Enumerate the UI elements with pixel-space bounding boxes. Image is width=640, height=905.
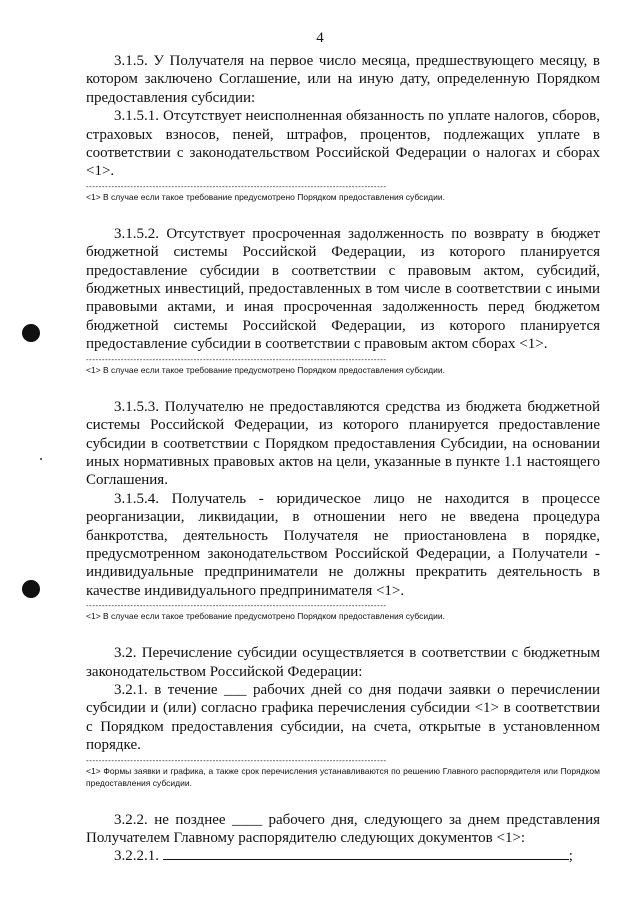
footnote-4: <1> Формы заявки и графика, а также срок перечисления устанавливаются по решению Главного распорядителя или Порядком предоставления субсидии.: [86, 765, 600, 788]
footnote-3: <1> В случае если такое требование предусмотрено Порядком предоставления субсидии.: [86, 611, 445, 622]
document-body: [86, 52, 600, 866]
clause-3-1-5: 3.1.5. У Получателя на первое число месяца, предшествующего месяцу, в котором заключено Соглашение, или на иную дату, определенную Порядком предоставления субсидии:: [86, 53, 600, 106]
scan-speck: [40, 458, 42, 460]
clause-3-1-5-3: 3.1.5.3. Получателю не предоставляются средства из бюджета бюджетной системы Российской Федерации, из которого планируется предоставление субсидии в соответствии с Порядком предоставления Субсидии, на основании иных нормативных правовых актов на цели, указанные в пункте 1.1 настоящего Соглашения.: [86, 398, 600, 489]
page-number: 4: [316, 30, 324, 46]
fill-in-blank-line: [163, 847, 569, 860]
clause-3-1-5-4: 3.1.5.4. Получатель - юридическое лицо не находится в процессе реорганизации, ликвидации, в отношении него не введена процедура банкротства, деятельность Получателя не приостановлена в порядке, предусмотренном законодательством Российской Федерации, а Получатели - индивидуальные предприниматели не должны прекратить деятельность в качестве индивидуального предпринимателя <1>.: [86, 490, 600, 599]
clause-3-2-2: 3.2.2. не позднее ____ рабочего дня, следующего за днем представления Получателем Главному распорядителю следующих документов <1>:: [86, 811, 600, 846]
footnote-separator: -----------------------------------------------------------------------------------------------: [86, 601, 387, 611]
clause-3-1-5-2: 3.1.5.2. Отсутствует просроченная задолженность по возврату в бюджет бюджетной системы Российской Федерации, из которого планируется предоставление субсидии в соответствии с правовым актом, субсидий, бюджетных инвестиций, предоставленных в том числе в соответствии с иными правовыми актами, и иная просроченная задолженность перед бюджетом бюджетной системы Российской Федерации, из которого планируется предоставление субсидии в соответствии с правовым актом сборах <1>.: [86, 225, 600, 353]
footnote-separator: -----------------------------------------------------------------------------------------------: [86, 755, 387, 765]
clause-3-2-1: 3.2.1. в течение ___ рабочих дней со дня подачи заявки о перечислении субсидии и (или) согласно графика перечисления субсидии <1> в соответствии с Порядком предоставления субсидии, на счета, открытые в установленном порядке.: [86, 681, 600, 754]
clause-3-2: 3.2. Перечисление субсидии осуществляется в соответствии с бюджетным законодательством Российской Федерации:: [86, 645, 600, 680]
punch-hole-upper: [22, 324, 40, 342]
clause-3-1-5-1: 3.1.5.1. Отсутствует неисполненная обязанность по уплате налогов, сборов, страховых взносов, пеней, штрафов, процентов, подлежащих уплате в соответствии с законодательством Российской Федерации о налогах и сборах <1>.: [86, 108, 600, 180]
clause-end-mark: ;: [568, 848, 573, 865]
punch-hole-lower: [22, 580, 40, 598]
clause-3-2-2-1: [86, 847, 600, 865]
footnote-1: <1> В случае если такое требование предусмотрено Порядком предоставления субсидии.: [86, 191, 445, 202]
footnote-separator: -----------------------------------------------------------------------------------------------: [86, 354, 387, 364]
footnote-2: <1> В случае если такое требование предусмотрено Порядком предоставления субсидии.: [86, 364, 445, 375]
footnote-separator: -----------------------------------------------------------------------------------------------: [86, 181, 387, 191]
clause-3-2-2-1-label: 3.2.2.1.: [114, 848, 159, 865]
